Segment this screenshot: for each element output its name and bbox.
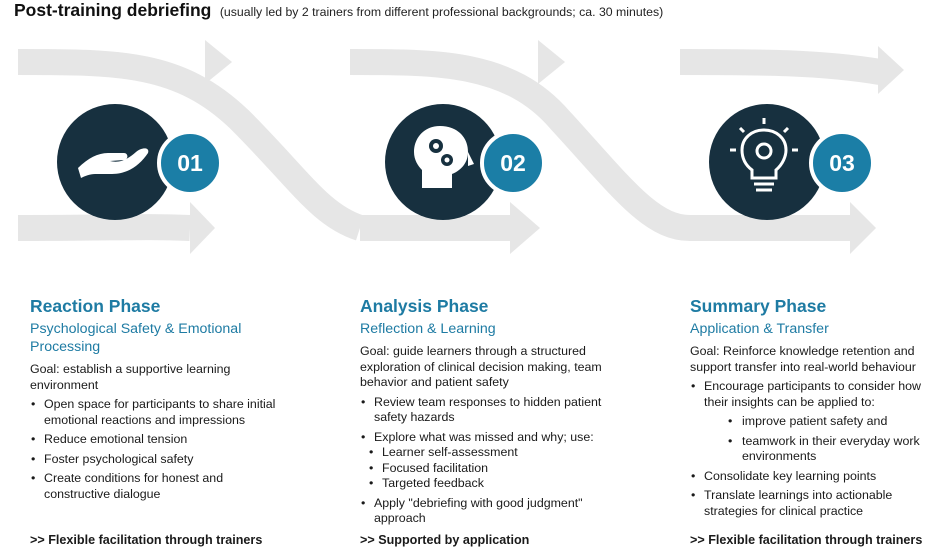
phase-3-number-badge: 03 <box>809 130 875 196</box>
list-item: • Consolidate key learning points <box>690 469 940 485</box>
list-item: • Open space for participants to share initial emotional reactions and impressions <box>30 397 278 428</box>
list-item: • Explore what was missed and why; use: <box>360 430 622 446</box>
flow-arrowhead-1 <box>190 202 215 254</box>
phase-2-number-badge: 02 <box>480 130 546 196</box>
list-item: • Translate learnings into actionable strategies for clinical practice <box>690 488 940 519</box>
phase-1-column <box>30 296 278 506</box>
sub-list-item: • Learner self-assessment <box>360 445 622 461</box>
list-item: • Reduce emotional tension <box>30 432 278 448</box>
flow-arrowhead-5 <box>538 40 565 84</box>
phase-1-goal: Goal: establish a supportive learning environment <box>30 362 231 392</box>
list-item: • Review team responses to hidden patient safety hazards <box>360 395 622 426</box>
page-title: Post-training debriefing <box>14 0 212 20</box>
phase-2-subtitle: Reflection & Learning <box>360 321 496 337</box>
phase-1-subtitle: Psychological Safety & Emotional Processing <box>30 321 242 355</box>
sub-list-item: • improve patient safety and <box>690 414 940 430</box>
phase-3-bullet-list <box>690 379 940 519</box>
flow-arrowhead-6 <box>878 46 904 94</box>
phase-3-footer: >> Flexible facilitation through trainers <box>690 533 923 547</box>
page-subtitle: (usually led by 2 trainers from different professional backgrounds; ca. 30 minutes) <box>219 5 664 19</box>
flow-arrowhead-4 <box>205 40 232 84</box>
list-item: • Create conditions for honest and constructive dialogue <box>30 471 278 502</box>
phase-1-number-badge: 01 <box>157 130 223 196</box>
flow-arrowhead-3 <box>850 202 876 254</box>
phase-1-title: Reaction Phase <box>30 296 161 316</box>
sub-list-item: • Targeted feedback <box>360 476 622 492</box>
phase-1-bullet-list <box>30 397 278 502</box>
flow-arrowhead-2 <box>510 202 540 254</box>
phase-3-title: Summary Phase <box>690 296 827 316</box>
list-item: • Apply "debriefing with good judgment" approach <box>360 496 622 527</box>
phase-1-footer: >> Flexible facilitation through trainers <box>30 533 263 547</box>
phase-3-goal: Goal: Reinforce knowledge retention and support transfer into real-world behaviour <box>690 344 916 374</box>
phase-2-footer: >> Supported by application <box>360 533 530 547</box>
sub-list-item: • teamwork in their everyday work environments <box>690 434 940 465</box>
phase-3-circle <box>709 104 825 220</box>
phase-2-bullet-list <box>360 395 622 527</box>
phase-3-subtitle: Application & Transfer <box>690 321 829 337</box>
phase-2-title: Analysis Phase <box>360 296 489 316</box>
list-item: • Encourage participants to consider how their insights can be applied to: <box>690 379 940 410</box>
phase-2-column <box>360 296 622 531</box>
phase-3-column <box>690 296 940 523</box>
phase-2-goal: Goal: guide learners through a structured exploration of clinical decision making, team behavior and patient safety <box>360 344 602 389</box>
sub-list-item: • Focused facilitation <box>360 461 622 477</box>
list-item: • Foster psychological safety <box>30 452 278 468</box>
